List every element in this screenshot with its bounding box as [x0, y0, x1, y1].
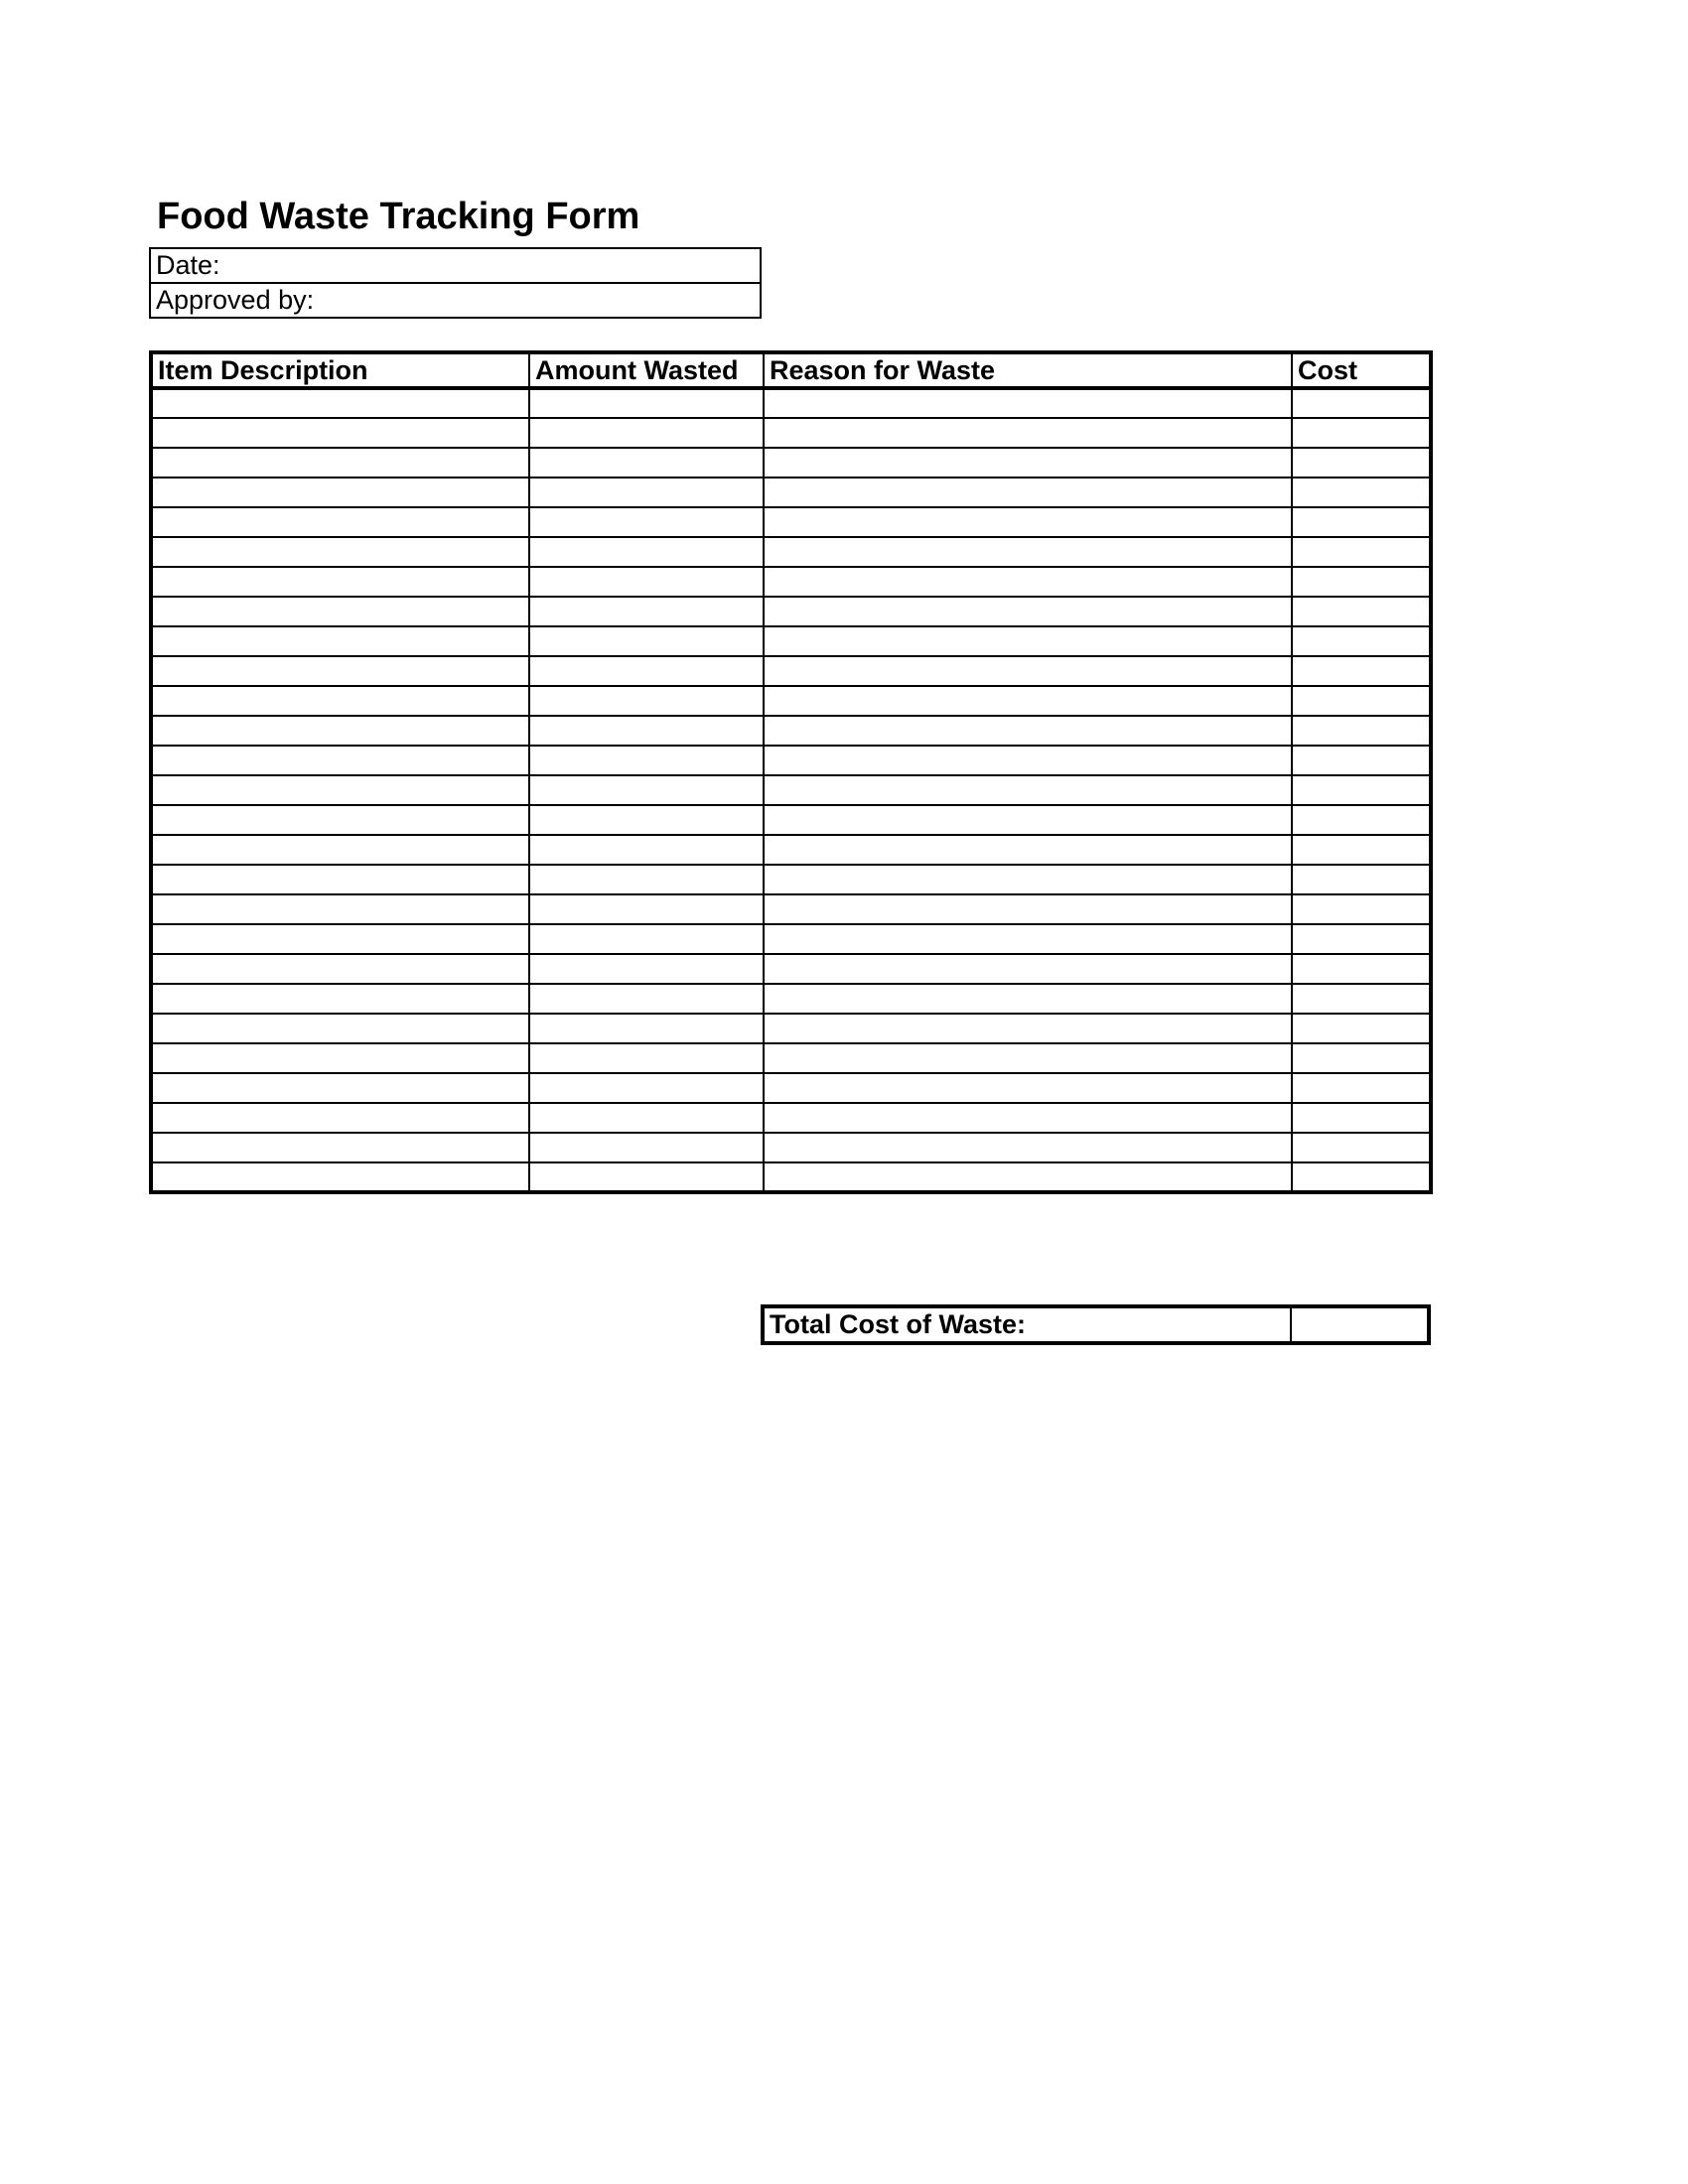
- total-cost-value[interactable]: [1292, 1308, 1427, 1341]
- table-row: [151, 418, 1431, 448]
- amount-wasted-cell[interactable]: [529, 1103, 764, 1133]
- reason-for-waste-cell[interactable]: [764, 954, 1292, 984]
- item-description-cell[interactable]: [151, 746, 529, 775]
- cost-cell[interactable]: [1292, 626, 1431, 656]
- table-row: [151, 448, 1431, 478]
- reason-for-waste-cell[interactable]: [764, 1043, 1292, 1073]
- item-description-cell[interactable]: [151, 1014, 529, 1043]
- table-row: [151, 597, 1431, 626]
- amount-wasted-cell[interactable]: [529, 805, 764, 835]
- amount-wasted-cell[interactable]: [529, 924, 764, 954]
- amount-wasted-cell[interactable]: [529, 775, 764, 805]
- reason-for-waste-cell[interactable]: [764, 1014, 1292, 1043]
- table-row: [151, 1133, 1431, 1162]
- item-description-cell[interactable]: [151, 924, 529, 954]
- amount-wasted-cell[interactable]: [529, 954, 764, 984]
- cost-cell[interactable]: [1292, 1073, 1431, 1103]
- amount-wasted-cell[interactable]: [529, 1133, 764, 1162]
- amount-wasted-cell[interactable]: [529, 567, 764, 597]
- cost-cell[interactable]: [1292, 388, 1431, 418]
- reason-for-waste-cell[interactable]: [764, 1103, 1292, 1133]
- item-description-cell[interactable]: [151, 656, 529, 686]
- item-description-cell[interactable]: [151, 567, 529, 597]
- amount-wasted-cell[interactable]: [529, 835, 764, 865]
- item-description-cell[interactable]: [151, 448, 529, 478]
- cost-cell[interactable]: [1292, 567, 1431, 597]
- approved-by-label: Approved by:: [156, 285, 315, 315]
- total-cost-box: [761, 1304, 1431, 1345]
- item-description-cell[interactable]: [151, 894, 529, 924]
- item-description-cell[interactable]: [151, 1133, 529, 1162]
- table-header-row: [151, 352, 1431, 388]
- item-description-cell[interactable]: [151, 388, 529, 418]
- column-header-amount-wasted: Amount Wasted: [529, 352, 764, 388]
- table-row: [151, 954, 1431, 984]
- amount-wasted-cell[interactable]: [529, 418, 764, 448]
- table-row: [151, 1103, 1431, 1133]
- reason-for-waste-cell[interactable]: [764, 984, 1292, 1014]
- table-row: [151, 478, 1431, 507]
- amount-wasted-cell[interactable]: [529, 1162, 764, 1192]
- cost-cell[interactable]: [1292, 775, 1431, 805]
- amount-wasted-cell[interactable]: [529, 656, 764, 686]
- table-row: [151, 865, 1431, 894]
- table-row: [151, 1043, 1431, 1073]
- column-header-reason-for-waste: Reason for Waste: [764, 352, 1292, 388]
- reason-for-waste-cell[interactable]: [764, 478, 1292, 507]
- form-meta-box: [149, 247, 762, 319]
- cost-cell[interactable]: [1292, 984, 1431, 1014]
- table-row: [151, 775, 1431, 805]
- cost-cell[interactable]: [1292, 894, 1431, 924]
- table-row: [151, 656, 1431, 686]
- cost-cell[interactable]: [1292, 418, 1431, 448]
- item-description-cell[interactable]: [151, 478, 529, 507]
- amount-wasted-cell[interactable]: [529, 894, 764, 924]
- amount-wasted-cell[interactable]: [529, 984, 764, 1014]
- item-description-cell[interactable]: [151, 716, 529, 746]
- cost-cell[interactable]: [1292, 448, 1431, 478]
- cost-cell[interactable]: [1292, 507, 1431, 537]
- item-description-cell[interactable]: [151, 626, 529, 656]
- waste-table: [149, 350, 1433, 1194]
- table-row: [151, 984, 1431, 1014]
- cost-cell[interactable]: [1292, 1162, 1431, 1192]
- table-row: [151, 537, 1431, 567]
- table-row: [151, 686, 1431, 716]
- cost-cell[interactable]: [1292, 656, 1431, 686]
- reason-for-waste-cell[interactable]: [764, 1073, 1292, 1103]
- cost-cell[interactable]: [1292, 1103, 1431, 1133]
- table-row: [151, 1073, 1431, 1103]
- table-row: [151, 924, 1431, 954]
- reason-for-waste-cell[interactable]: [764, 448, 1292, 478]
- reason-for-waste-cell[interactable]: [764, 716, 1292, 746]
- reason-for-waste-cell[interactable]: [764, 686, 1292, 716]
- cost-cell[interactable]: [1292, 716, 1431, 746]
- amount-wasted-cell[interactable]: [529, 507, 764, 537]
- item-description-cell[interactable]: [151, 537, 529, 567]
- item-description-cell[interactable]: [151, 1043, 529, 1073]
- item-description-cell[interactable]: [151, 984, 529, 1014]
- reason-for-waste-cell[interactable]: [764, 537, 1292, 567]
- column-header-cost: Cost: [1292, 352, 1431, 388]
- cost-cell[interactable]: [1292, 537, 1431, 567]
- table-row: [151, 1014, 1431, 1043]
- table-row: [151, 567, 1431, 597]
- reason-for-waste-cell[interactable]: [764, 418, 1292, 448]
- column-header-item-description: Item Description: [151, 352, 529, 388]
- total-cost-label: Total Cost of Waste:: [765, 1308, 1292, 1341]
- cost-cell[interactable]: [1292, 805, 1431, 835]
- item-description-cell[interactable]: [151, 775, 529, 805]
- reason-for-waste-cell[interactable]: [764, 1133, 1292, 1162]
- table-row: [151, 746, 1431, 775]
- amount-wasted-cell[interactable]: [529, 686, 764, 716]
- amount-wasted-cell[interactable]: [529, 716, 764, 746]
- reason-for-waste-cell[interactable]: [764, 805, 1292, 835]
- item-description-cell[interactable]: [151, 954, 529, 984]
- table-row: [151, 716, 1431, 746]
- table-body: [151, 388, 1431, 1192]
- cost-cell[interactable]: [1292, 924, 1431, 954]
- item-description-cell[interactable]: [151, 1162, 529, 1192]
- item-description-cell[interactable]: [151, 686, 529, 716]
- reason-for-waste-cell[interactable]: [764, 775, 1292, 805]
- amount-wasted-cell[interactable]: [529, 746, 764, 775]
- table-row: [151, 805, 1431, 835]
- approved-by-field[interactable]: [151, 282, 760, 317]
- table-row: [151, 1162, 1431, 1192]
- reason-for-waste-cell[interactable]: [764, 597, 1292, 626]
- amount-wasted-cell[interactable]: [529, 626, 764, 656]
- amount-wasted-cell[interactable]: [529, 865, 764, 894]
- table-row: [151, 626, 1431, 656]
- item-description-cell[interactable]: [151, 1073, 529, 1103]
- reason-for-waste-cell[interactable]: [764, 507, 1292, 537]
- reason-for-waste-cell[interactable]: [764, 894, 1292, 924]
- item-description-cell[interactable]: [151, 507, 529, 537]
- amount-wasted-cell[interactable]: [529, 597, 764, 626]
- item-description-cell[interactable]: [151, 1103, 529, 1133]
- cost-cell[interactable]: [1292, 954, 1431, 984]
- table-row: [151, 894, 1431, 924]
- cost-cell[interactable]: [1292, 1133, 1431, 1162]
- amount-wasted-cell[interactable]: [529, 1073, 764, 1103]
- reason-for-waste-cell[interactable]: [764, 626, 1292, 656]
- reason-for-waste-cell[interactable]: [764, 1162, 1292, 1192]
- table-row: [151, 835, 1431, 865]
- table-row: [151, 507, 1431, 537]
- reason-for-waste-cell[interactable]: [764, 388, 1292, 418]
- reason-for-waste-cell[interactable]: [764, 865, 1292, 894]
- date-label: Date:: [156, 250, 220, 280]
- cost-cell[interactable]: [1292, 746, 1431, 775]
- item-description-cell[interactable]: [151, 418, 529, 448]
- amount-wasted-cell[interactable]: [529, 537, 764, 567]
- item-description-cell[interactable]: [151, 805, 529, 835]
- amount-wasted-cell[interactable]: [529, 448, 764, 478]
- cost-cell[interactable]: [1292, 478, 1431, 507]
- cost-cell[interactable]: [1292, 835, 1431, 865]
- date-field[interactable]: [151, 249, 760, 282]
- reason-for-waste-cell[interactable]: [764, 567, 1292, 597]
- cost-cell[interactable]: [1292, 686, 1431, 716]
- amount-wasted-cell[interactable]: [529, 388, 764, 418]
- cost-cell[interactable]: [1292, 1043, 1431, 1073]
- reason-for-waste-cell[interactable]: [764, 746, 1292, 775]
- form-title: Food Waste Tracking Form: [157, 196, 640, 237]
- reason-for-waste-cell[interactable]: [764, 656, 1292, 686]
- item-description-cell[interactable]: [151, 865, 529, 894]
- cost-cell[interactable]: [1292, 597, 1431, 626]
- amount-wasted-cell[interactable]: [529, 1043, 764, 1073]
- reason-for-waste-cell[interactable]: [764, 924, 1292, 954]
- cost-cell[interactable]: [1292, 1014, 1431, 1043]
- table-row: [151, 388, 1431, 418]
- item-description-cell[interactable]: [151, 597, 529, 626]
- amount-wasted-cell[interactable]: [529, 478, 764, 507]
- item-description-cell[interactable]: [151, 835, 529, 865]
- cost-cell[interactable]: [1292, 865, 1431, 894]
- amount-wasted-cell[interactable]: [529, 1014, 764, 1043]
- reason-for-waste-cell[interactable]: [764, 835, 1292, 865]
